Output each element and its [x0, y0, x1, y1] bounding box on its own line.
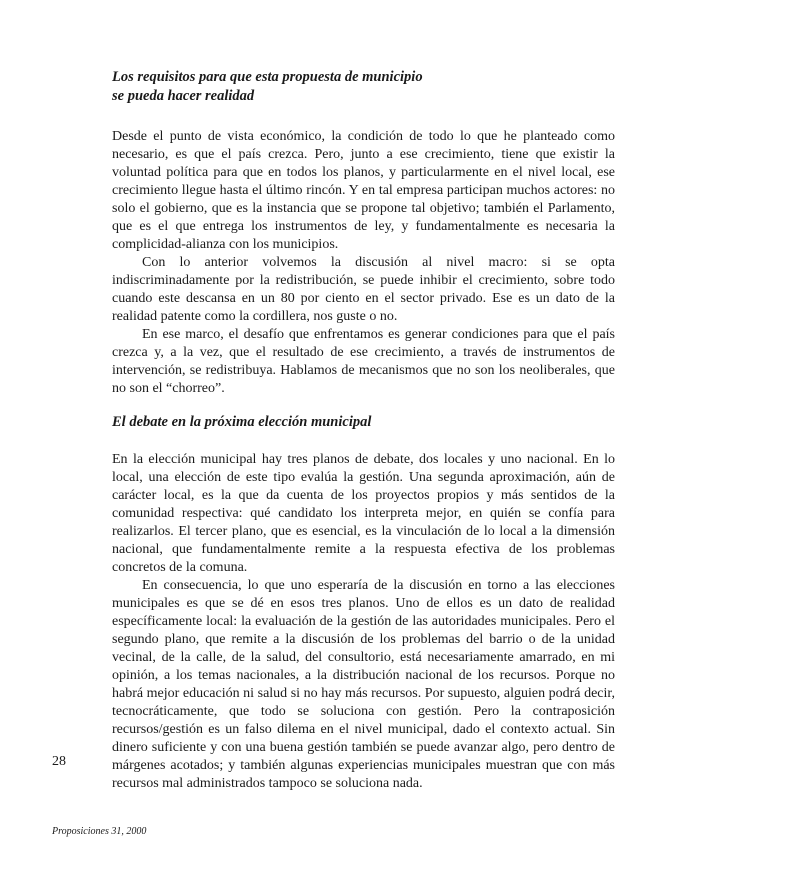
page-body — [112, 68, 615, 793]
section-heading-requisitos — [112, 68, 615, 106]
section-requisitos-body — [112, 128, 615, 398]
paragraph: En consecuencia, lo que uno esperaría de la discusión en torno a las elecciones municipales es que se dé en esos tres planos. Uno de ellos es un dato de realidad específicamente local: la evaluación de la gestión de las autoridades municipales. Pero el segundo plano, que remite a la discusión de los problemas del barrio o de la unidad vecinal, de la calle, de la salud, del consultorio, está necesariamente amarrado, en mi opinión, a los temas nacionales, a la distribución nacional de los recursos. Porque no habrá mejor educación ni salud si no hay más recursos. Por supuesto, alguien podrá decir, tecnocráticamente, que todo se soluciona con gestión. Pero la contraposición recursos/gestión es un falso dilema en el nivel municipal, dado el contexto actual. Sin dinero suficiente y con una buena gestión también se puede avanzar algo, pero dentro de márgenes acotados; y también algunas experiencias municipales muestran que con más recursos mal administrados tampoco se soluciona nada. — [112, 578, 615, 791]
journal-footer: Proposiciones 31, 2000 — [52, 826, 147, 837]
page-number: 28 — [52, 754, 66, 769]
heading-line: Los requisitos para que esta propuesta de municipio — [112, 69, 423, 85]
heading-line: se pueda hacer realidad — [112, 88, 255, 104]
paragraph: En ese marco, el desafío que enfrentamos es generar condiciones para que el país crezca y, a la vez, que el resultado de ese crecimiento, a través de instrumentos de intervención, se redistribuya. Hablamos de mecanismos que no son los neoliberales, que no son el “chorreo”. — [112, 327, 615, 396]
section-heading-debate: El debate en la próxima elección municipal — [112, 414, 372, 430]
paragraph: Desde el punto de vista económico, la condición de todo lo que he planteado como necesario, es que el país crezca. Pero, junto a ese crecimiento, tiene que existir la voluntad política para que en todos los planos, y particularmente en el nivel local, ese crecimiento llegue hasta el último rincón. Y en tal empresa participan muchos actores: no solo el gobierno, que es la instancia que se propone tal objetivo; también el Parlamento, que es el que entrega los instrumentos de ley, y fundamentalmente es necesaria la complicidad-alianza con los municipios. — [112, 129, 615, 252]
paragraph: En la elección municipal hay tres planos de debate, dos locales y uno nacional. En lo local, una elección de este tipo evalúa la gestión. Una segunda aproximación, aún de carácter local, es la que da cuenta de los proyectos propios y más sentidos de la comunidad respectiva: qué candidato los interpreta mejor, en quién se confía para realizarlos. El tercer plano, que es esencial, es la vinculación de lo local a la dimensión nacional, que fundamentalmente remite a la respuesta efectiva de los problemas concretos de la comuna. — [112, 452, 615, 575]
paragraph: Con lo anterior volvemos la discusión al nivel macro: si se opta indiscriminadamente por la redistribución, se puede inhibir el crecimiento, sobre todo cuando este descansa en un 80 por ciento en el sector privado. Ese es un dato de la realidad patente como la cordillera, nos guste o no. — [112, 255, 615, 324]
section-debate-body — [112, 451, 615, 793]
